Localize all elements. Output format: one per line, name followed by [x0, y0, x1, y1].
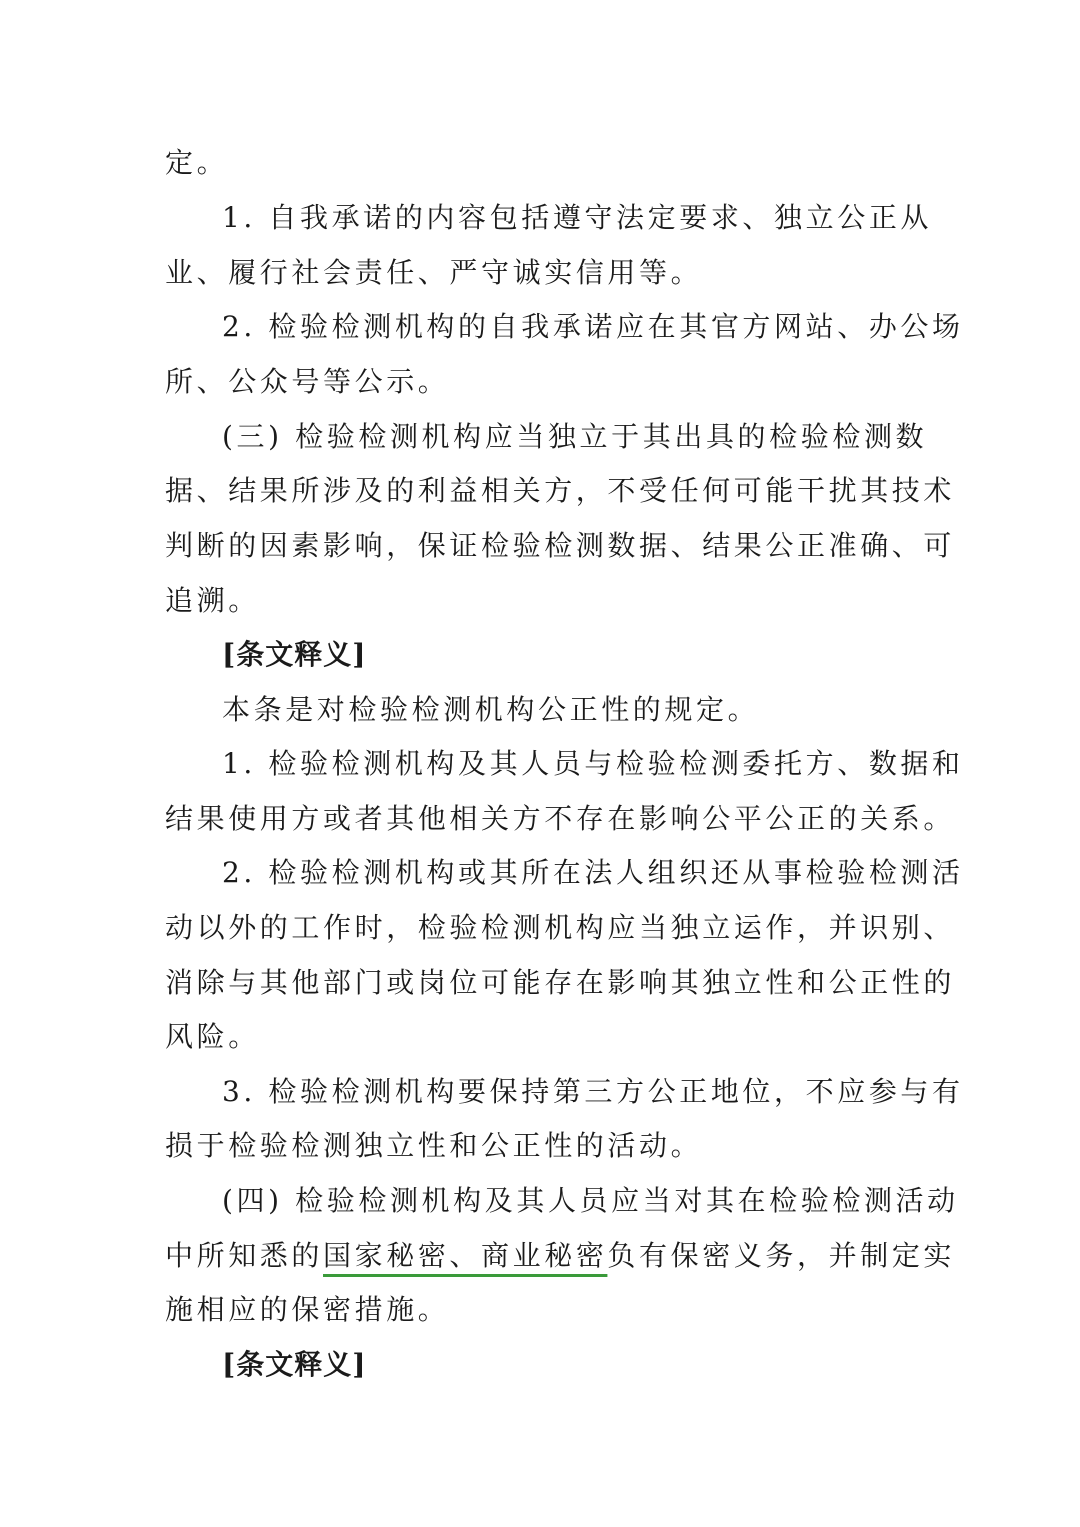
text-line: 1. 检验检测机构及其人员与检验检测委托方、数据和	[222, 747, 964, 780]
text-line: 2. 检验检测机构的自我承诺应在其官方网站、办公场	[222, 310, 964, 343]
section-heading: [条文释义]	[222, 1348, 367, 1381]
text-line: 业、履行社会责任、严守诚实信用等。	[165, 256, 703, 289]
text-line: 风险。	[165, 1020, 260, 1053]
text-line: 1. 自我承诺的内容包括遵守法定要求、独立公正从	[222, 201, 933, 234]
text-line: 消除与其他部门或岗位可能存在影响其独立性和公正性的	[165, 966, 956, 999]
underlined-phrase: 国家秘密、商业秘密	[323, 1239, 608, 1272]
text-line-with-underline	[165, 1238, 956, 1274]
text-line: 定。	[165, 146, 229, 179]
section-heading: [条文释义]	[222, 638, 367, 671]
text-line: 据、结果所涉及的利益相关方，不受任何可能干扰其技术	[165, 474, 956, 507]
text-line: 判断的因素影响，保证检验检测数据、结果公正准确、可	[165, 529, 956, 562]
text-line: 损于检验检测独立性和公正性的活动。	[165, 1129, 703, 1162]
text-line: 追溯。	[165, 584, 260, 617]
text-segment: 负有保密义务，并制定实	[607, 1239, 956, 1272]
text-line: 3. 检验检测机构要保持第三方公正地位，不应参与有	[222, 1075, 964, 1108]
text-line: 本条是对检验检测机构公正性的规定。	[222, 693, 760, 726]
text-line: (三) 检验检测机构应当独立于其出具的检验检测数	[222, 420, 928, 453]
text-line: 结果使用方或者其他相关方不存在影响公平公正的关系。	[165, 802, 956, 835]
text-segment: 中所知悉的	[165, 1239, 324, 1272]
text-line: 2. 检验检测机构或其所在法人组织还从事检验检测活	[222, 856, 964, 889]
text-line: 动以外的工作时，检验检测机构应当独立运作，并识别、	[165, 911, 956, 944]
text-line: 施相应的保密措施。	[165, 1293, 450, 1326]
text-line: 所、公众号等公示。	[165, 365, 450, 398]
text-line: (四) 检验检测机构及其人员应当对其在检验检测活动	[222, 1184, 959, 1217]
